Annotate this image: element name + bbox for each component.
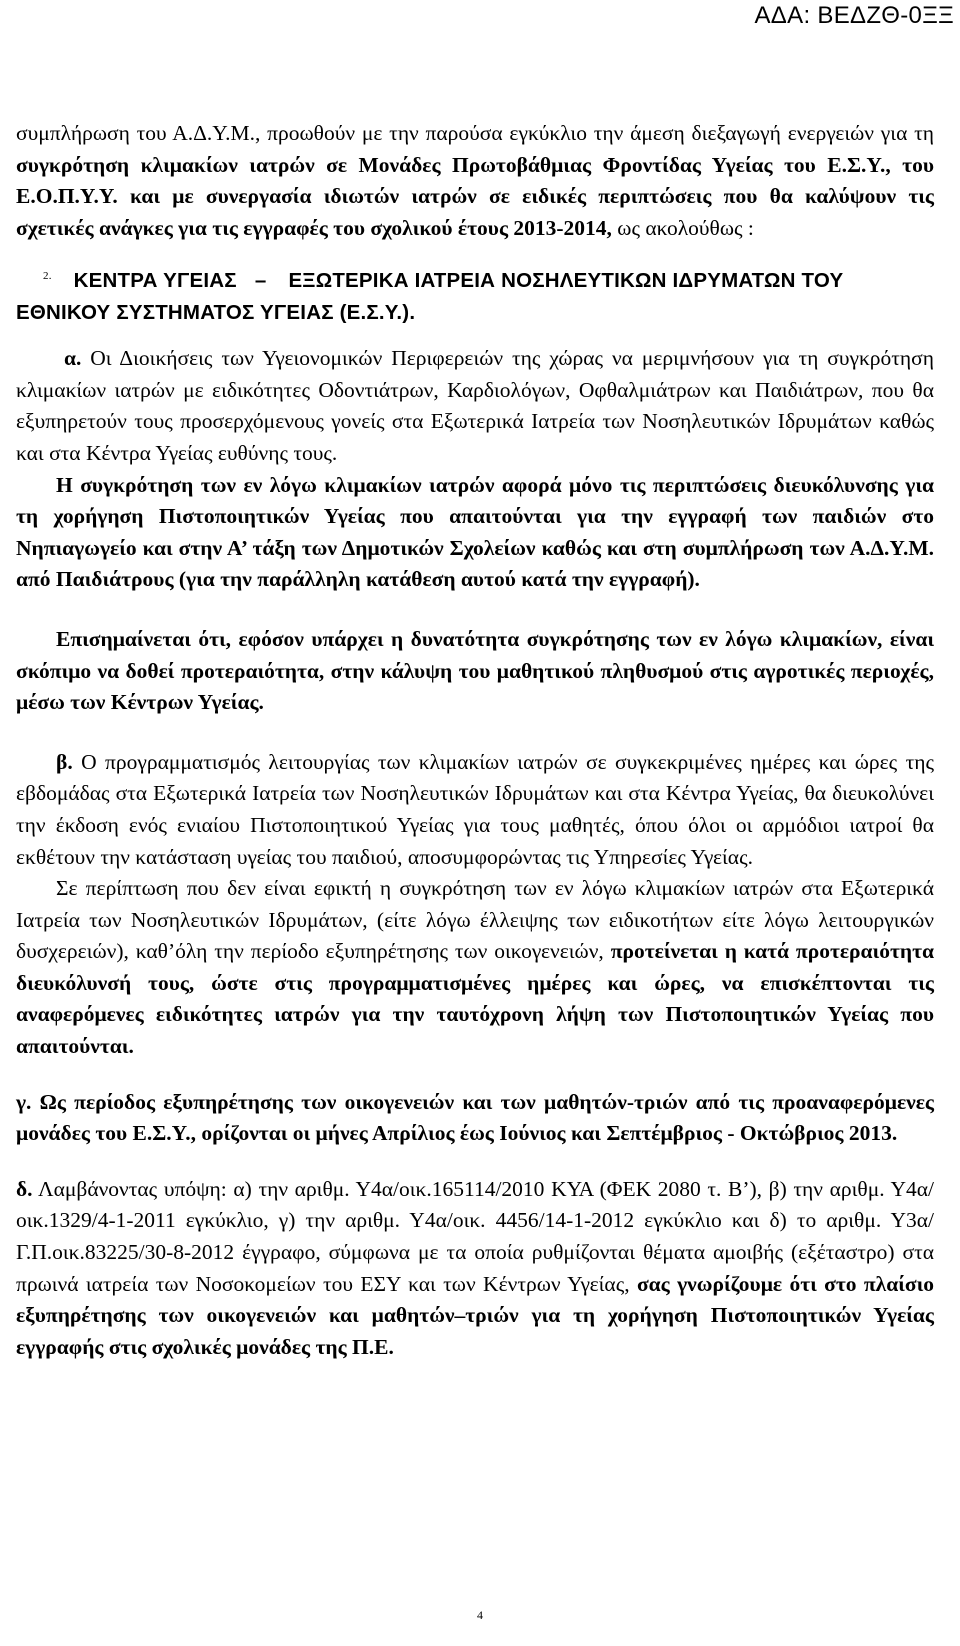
intro-bold-text: συγκρότηση κλιμακίων ιατρών σε Μονάδες Πρωτοβάθμιας Φροντίδας Υγείας του Ε.Σ.Υ., του Ε.Ο.Π.Υ.Υ. και με συνεργασία ιδιωτών ιατρών σε ειδικές περιπτώσεις που θα καλύψουν τις σχετικές ανάγκες για τις εγγραφές του σχολικού έτους 2013-2014,	[16, 152, 934, 240]
section-title-dash: –	[254, 269, 267, 293]
paragraph-d-bold: σας γνωρίζουμε ότι στο πλαίσιο εξυπηρέτησης των οικογενειών και μαθητών–τριών για τη χορήγηση Πιστοποιητικών Υγείας εγγραφής στις σχολικές μονάδες της Π.Ε.	[16, 1271, 934, 1359]
paragraph-d-text: Λαμβάνοντας υπόψη: α) την αριθμ. Υ4α/οικ.165114/2010 ΚΥΑ (ΦΕΚ 2080 τ. Β’), β) την αριθμ. Υ4α/οικ.1329/4-1-2011 εγκύκλιο, γ) την αριθμ. Υ4α/οικ. 4456/14-1-2012 εγκύκλιο και δ) το αριθμ. Υ3α/Γ.Π.οικ.83225/30-8-2012 έγγραφο, σύμφωνα με τα οποία ρυθμίζονται θέματα αμοιβής (εξέταστρο) στα πρωινά ιατρεία των Νοσοκομείων του ΕΣΥ και των Κέντρων Υγείας,	[16, 1176, 934, 1296]
section-title-part2: ΕΞΩΤΕΡΙΚΑ ΙΑΤΡΕΙΑ ΝΟΣΗΛΕΥΤΙΚΩΝ ΙΔΡΥΜΑΤΩΝ ΤΟΥ ΕΘΝΙΚΟΥ ΣΥΣΤΗΜΑΤΟΣ ΥΓΕΙΑΣ (Ε.Σ.Υ.).	[16, 269, 844, 325]
paragraph-a	[16, 343, 934, 469]
paragraph-c	[16, 1087, 934, 1150]
intro-text-end: ως ακολούθως :	[611, 215, 754, 240]
paragraph-d	[16, 1174, 934, 1364]
intro-text: συμπλήρωση του Α.Δ.Υ.Μ., προωθούν με την παρούσα εγκύκλιο την άμεση διεξαγωγή ενεργειών για τη	[16, 121, 934, 145]
section-heading	[16, 260, 934, 329]
paragraph-b-second	[16, 873, 934, 1063]
paragraph-b-label: β.	[56, 749, 73, 774]
paragraph-a-label: α.	[64, 346, 82, 371]
page-number: 4	[477, 1608, 483, 1622]
paragraph-b	[16, 747, 934, 873]
paragraph-b-text: Ο προγραμματισμός λειτουργίας των κλιμακίων ιατρών σε συγκεκριμένες ημέρες και ώρες της εβδομάδας στα Εξωτερικά Ιατρεία των Νοσηλευτικών Ιδρυμάτων και στα Κέντρα Υγείας, θα διευκολύνει την έκδοση ενός ενιαίου Πιστοποιητικού Υγείας για τους μαθητές, όπου όλοι οι αρμόδιοι ιατροί θα εκθέτουν την κατάσταση υγείας του παιδιού, αποσυμφορώντας τις Υπηρεσίες Υγείας.	[16, 749, 934, 869]
section-title-part1: ΚΕΝΤΡΑ ΥΓΕΙΑΣ	[73, 269, 237, 293]
paragraph-a-bold-text: Η συγκρότηση των εν λόγω κλιμακίων ιατρών αφορά μόνο τις περιπτώσεις διευκόλυνσης για τη χορήγηση Πιστοποιητικών Υγείας που απαιτούνται για την εγγραφή των παιδιών στο Νηπιαγωγείο και στην Α’ τάξη των Δημοτικών Σχολείων καθώς και στη συμπλήρωση των Α.Δ.Υ.Μ. από Παιδιάτρους (για την παράλληλη κατάθεση αυτού κατά την εγγραφή).	[16, 472, 934, 592]
ada-code: ΑΔΑ: ΒΕΔΖΘ-0ΞΞ	[754, 2, 954, 29]
document-body	[16, 118, 934, 1363]
paragraph-c-label: γ.	[16, 1089, 32, 1114]
paragraph-b-bold: προτείνεται η κατά προτεραιότητα διευκόλυνσή τους, ώστε στις προγραμματισμένες ημέρες και ώρες, να επισκέπτονται τις αναφερόμενες ειδικότητες ιατρών για την ταυτόχρονη λήψη των Πιστοποιητικών Υγείας που απαιτούνται.	[16, 939, 934, 1059]
emphasis-text: Επισημαίνεται ότι, εφόσον υπάρχει η δυνατότητα συγκρότησης των εν λόγω κλιμακίων, είναι σκόπιμο να δοθεί προτεραιότητα, στην κάλυψη του μαθητικού πληθυσμού στις αγροτικές περιοχές, μέσω των Κέντρων Υγείας.	[16, 626, 934, 715]
paragraph-c-bold: Ως περίοδος εξυπηρέτησης των οικογενειών και των μαθητών-τριών από τις προαναφερόμενες μονάδες του Ε.Σ.Υ., ορίζονται οι μήνες Απρίλιος έως Ιούνιος και Σεπτέμβριος - Οκτώβριος 2013.	[16, 1089, 934, 1146]
paragraph-b-text2: Σε περίπτωση που δεν είναι εφικτή η συγκρότηση των εν λόγω κλιμακίων ιατρών στα Εξωτερικά Ιατρεία των Νοσηλευτικών Ιδρυμάτων, (είτε λόγω έλλειψης των ειδικοτήτων είτε λόγω λειτουργικών δυσχερειών), καθ’όλη την περίοδο εξυπηρέτησης των οικογενειών,	[16, 876, 934, 964]
intro-paragraph	[16, 118, 934, 244]
section-number: 2.	[43, 270, 52, 283]
paragraph-a-bold	[16, 470, 934, 596]
paragraph-a-text: Οι Διοικήσεις των Υγειονομικών Περιφερειών της χώρας να μεριμνήσουν για τη συγκρότηση κλιμακίων ιατρών με ειδικότητες Οδοντιάτρων, Καρδιολόγων, Οφθαλμιάτρων και Παιδιάτρων, που θα εξυπηρετούν τους προσερχόμενους γονείς στα Εξωτερικά Ιατρεία των Νοσηλευτικών Ιδρυμάτων καθώς και στα Κέντρα Υγείας ευθύνης τους.	[16, 346, 934, 465]
emphasis-paragraph	[16, 624, 934, 719]
paragraph-d-label: δ.	[16, 1176, 33, 1201]
